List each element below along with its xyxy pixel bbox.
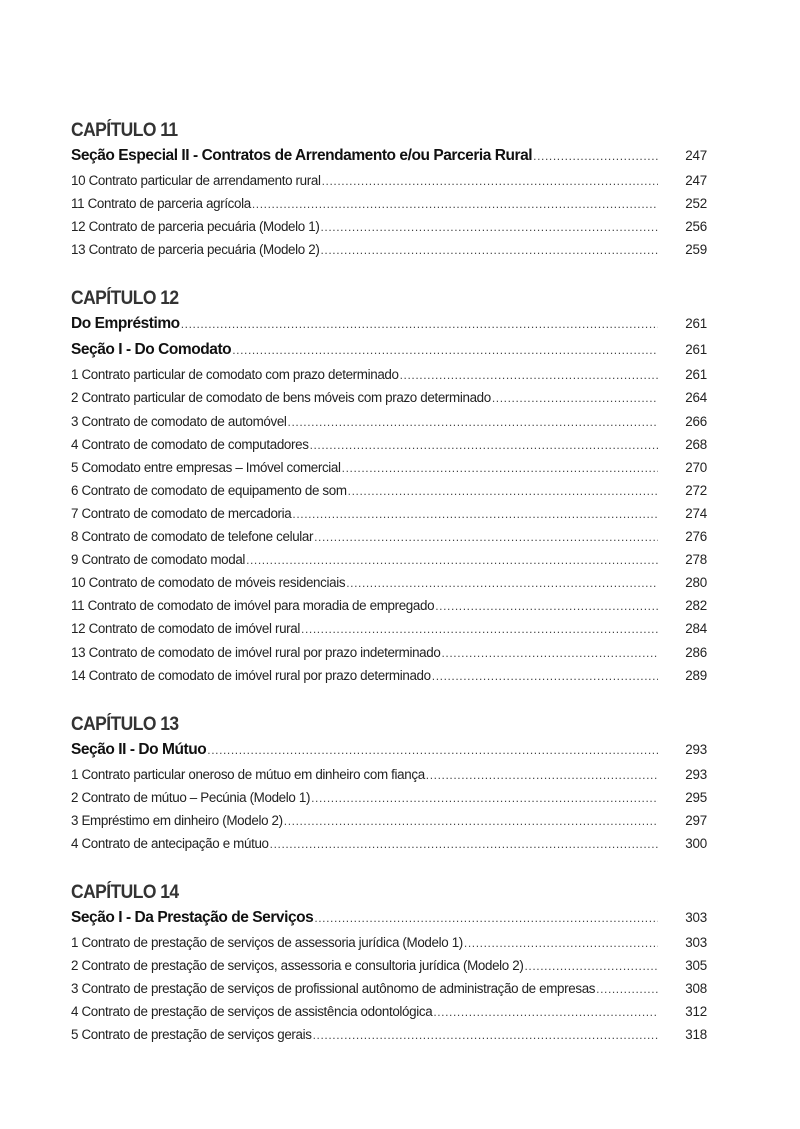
entry-title: Seção I - Do Comodato <box>71 341 232 359</box>
chapter-title: CAPÍTULO 11 <box>71 120 178 141</box>
page-number: 268 <box>685 436 707 452</box>
entry-title: 4 Contrato de antecipação e mútuo <box>71 835 269 851</box>
page-number: 264 <box>685 390 707 406</box>
entry-title: 6 Contrato de comodato de equipamento de som <box>71 482 347 498</box>
dot-leader <box>314 526 658 549</box>
entry-title: 12 Contrato de comodato de imóvel rural <box>71 621 301 637</box>
dot-leader <box>232 337 658 363</box>
entry-title: 3 Empréstimo em dinheiro (Modelo 2) <box>71 812 283 828</box>
entry-title: 2 Contrato de mútuo – Pecúnia (Modelo 1) <box>71 789 311 805</box>
toc-section-entry[interactable] <box>71 143 707 169</box>
entry-title: 3 Contrato de prestação de serviços de profissional autônomo de administração de empresas <box>71 981 596 997</box>
toc-entry[interactable] <box>71 1000 707 1023</box>
dot-leader <box>432 665 658 688</box>
page-number: 284 <box>685 621 707 637</box>
page-number: 278 <box>685 552 707 568</box>
page-number: 280 <box>685 575 707 591</box>
dot-leader <box>346 572 658 595</box>
dot-leader <box>246 549 658 572</box>
toc-entry[interactable] <box>71 931 707 954</box>
entry-title: 2 Contrato de prestação de serviços, assessoria e consultoria jurídica (Modelo 2) <box>71 958 524 974</box>
entry-title: Do Empréstimo <box>71 315 180 333</box>
page-number: 261 <box>685 316 707 332</box>
dot-leader <box>492 387 658 410</box>
dot-leader <box>292 503 658 526</box>
entry-title: 5 Comodato entre empresas – Imóvel comercial <box>71 459 341 475</box>
entry-title: Seção II - Do Mútuo <box>71 740 207 758</box>
entry-title: Seção Especial II - Contratos de Arrendamento e/ou Parceria Rural <box>71 147 533 164</box>
toc-entry[interactable] <box>71 456 707 479</box>
page-number: 297 <box>685 812 707 828</box>
table-of-contents <box>71 119 707 1073</box>
page-number: 289 <box>685 667 707 683</box>
page-number: 312 <box>685 1004 707 1020</box>
toc-entry[interactable] <box>71 192 707 215</box>
entry-title: 1 Contrato particular de comodato com prazo determinado <box>71 367 399 383</box>
page-number: 303 <box>685 935 707 951</box>
chapter-block <box>71 119 707 261</box>
toc-entry[interactable] <box>71 386 707 409</box>
entry-title: 7 Contrato de comodato de mercadoria <box>71 505 292 521</box>
page-number: 282 <box>685 598 707 614</box>
dot-leader <box>284 810 658 833</box>
entry-title: 3 Contrato de comodato de automóvel <box>71 413 287 429</box>
dot-leader <box>301 618 658 641</box>
dot-leader <box>314 905 658 931</box>
entry-title: 11 Contrato de parceria agrícola <box>71 196 251 212</box>
dot-leader <box>348 480 658 503</box>
toc-entry[interactable] <box>71 832 707 855</box>
entry-title: 10 Contrato de comodato de móveis residenciais <box>71 575 346 591</box>
dot-leader <box>311 787 658 810</box>
page-number: 272 <box>685 482 707 498</box>
page-number: 286 <box>685 644 707 660</box>
dot-leader <box>320 239 658 262</box>
toc-section-entry[interactable] <box>71 337 707 363</box>
toc-entry[interactable] <box>71 169 707 192</box>
toc-entry[interactable] <box>71 363 707 386</box>
dot-leader <box>322 170 658 193</box>
toc-entry[interactable] <box>71 525 707 548</box>
page-number: 256 <box>685 219 707 235</box>
entry-title: 8 Contrato de comodato de telefone celular <box>71 529 314 545</box>
chapter-title: CAPÍTULO 13 <box>71 713 179 735</box>
dot-leader <box>533 143 658 169</box>
page-number: 247 <box>685 173 707 188</box>
page-number: 252 <box>685 196 707 212</box>
page-number: 261 <box>685 367 707 383</box>
toc-section-entry[interactable] <box>71 737 707 763</box>
entry-title: 4 Contrato de comodato de computadores <box>71 436 309 452</box>
entry-title: 2 Contrato particular de comodato de bens móveis com prazo determinado <box>71 390 491 406</box>
dot-leader <box>207 737 658 763</box>
toc-entry[interactable] <box>71 977 707 1000</box>
dot-leader <box>288 411 658 434</box>
dot-leader <box>181 311 658 337</box>
toc-section-entry[interactable] <box>71 311 707 337</box>
entry-title: 10 Contrato particular de arrendamento rural <box>71 173 321 188</box>
dot-leader <box>270 833 658 856</box>
toc-entry[interactable] <box>71 502 707 525</box>
dot-leader <box>596 978 658 1001</box>
toc-entry[interactable] <box>71 1023 707 1046</box>
entry-title: Seção I - Da Prestação de Serviços <box>71 909 314 927</box>
page-number: 266 <box>685 413 707 429</box>
dot-leader <box>433 1001 658 1024</box>
entry-title: 13 Contrato de comodato de imóvel rural por prazo indeterminado <box>71 644 441 660</box>
toc-entry[interactable] <box>71 479 707 502</box>
chapter-block <box>71 713 707 855</box>
page-number: 274 <box>685 505 707 521</box>
entry-title: 1 Contrato de prestação de serviços de assessoria jurídica (Modelo 1) <box>71 935 463 951</box>
chapter-block <box>71 287 707 686</box>
chapter-title: CAPÍTULO 14 <box>71 882 179 904</box>
page-number: 300 <box>685 835 707 851</box>
entry-title: 13 Contrato de parceria pecuária (Modelo 2) <box>71 242 320 258</box>
page-number: 261 <box>685 342 707 358</box>
entry-title: 11 Contrato de comodato de imóvel para moradia de empregado <box>71 598 435 614</box>
dot-leader <box>441 642 658 665</box>
toc-entry[interactable] <box>71 594 707 617</box>
toc-entry[interactable] <box>71 215 707 238</box>
entry-title: 12 Contrato de parceria pecuária (Modelo 1) <box>71 219 320 235</box>
chapter-block <box>71 881 707 1046</box>
toc-section-entry[interactable] <box>71 905 707 931</box>
toc-entry[interactable] <box>71 433 707 456</box>
dot-leader <box>426 764 658 787</box>
page-number: 308 <box>685 981 707 997</box>
page-number: 305 <box>685 958 707 974</box>
toc-entry[interactable] <box>71 548 707 571</box>
page-number: 259 <box>685 242 707 258</box>
toc-entry[interactable] <box>71 763 707 786</box>
page-number: 247 <box>685 148 707 163</box>
entry-title: 5 Contrato de prestação de serviços gerais <box>71 1027 312 1043</box>
toc-entry[interactable] <box>71 664 707 687</box>
entry-title: 4 Contrato de prestação de serviços de assistência odontológica <box>71 1004 433 1020</box>
page-number: 303 <box>685 910 707 926</box>
dot-leader <box>252 193 658 216</box>
dot-leader <box>524 955 658 978</box>
dot-leader <box>342 457 658 480</box>
entry-title: 9 Contrato de comodato modal <box>71 552 246 568</box>
toc-entry[interactable] <box>71 571 707 594</box>
dot-leader <box>400 364 658 387</box>
toc-entry[interactable] <box>71 410 707 433</box>
page-number: 293 <box>685 766 707 782</box>
toc-entry[interactable] <box>71 238 707 261</box>
page-number: 295 <box>685 789 707 805</box>
page-number: 276 <box>685 529 707 545</box>
page-number: 270 <box>685 459 707 475</box>
dot-leader <box>310 434 658 457</box>
toc-entry[interactable] <box>71 617 707 640</box>
dot-leader <box>435 595 658 618</box>
toc-entry[interactable] <box>71 786 707 809</box>
entry-title: 14 Contrato de comodato de imóvel rural por prazo determinado <box>71 667 431 683</box>
dot-leader <box>320 216 658 239</box>
page-number: 318 <box>685 1027 707 1043</box>
dot-leader <box>313 1024 658 1047</box>
entry-title: 1 Contrato particular oneroso de mútuo em dinheiro com fiança <box>71 766 425 782</box>
chapter-title: CAPÍTULO 12 <box>71 288 179 310</box>
dot-leader <box>464 932 658 955</box>
toc-entry[interactable] <box>71 954 707 977</box>
toc-entry[interactable] <box>71 809 707 832</box>
page-number: 293 <box>685 741 707 757</box>
toc-entry[interactable] <box>71 641 707 664</box>
